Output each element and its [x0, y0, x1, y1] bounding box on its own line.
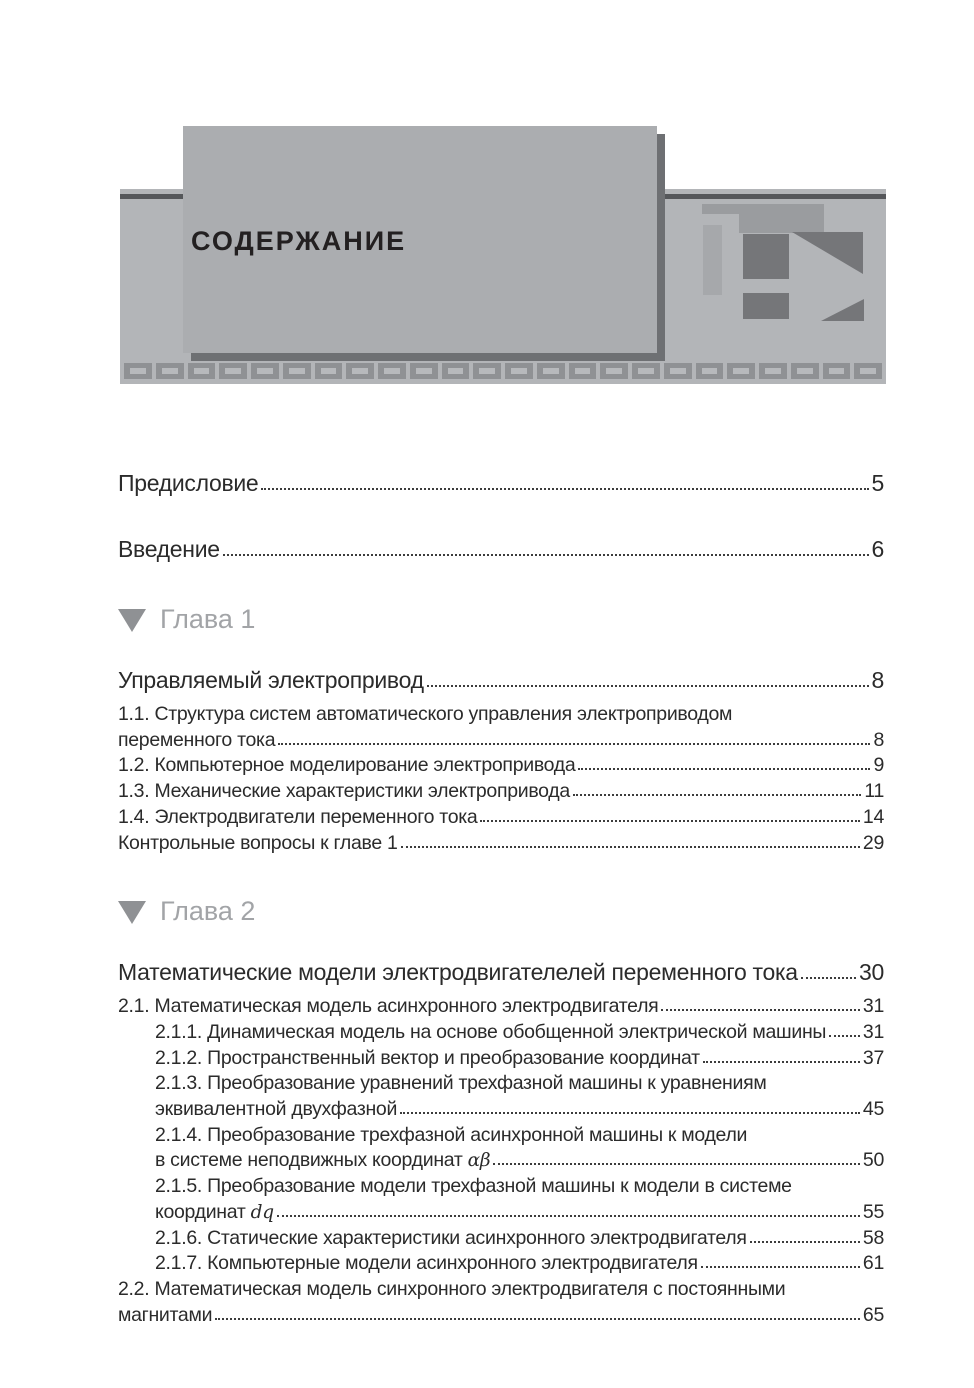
toc-entry [118, 1071, 884, 1097]
dot-leader [573, 794, 861, 796]
toc-entry-label: переменного тока [118, 728, 276, 751]
contents-title-box [183, 126, 657, 353]
dash-icon [632, 363, 660, 379]
toc-entry [118, 1174, 884, 1200]
toc-entry-page: 14 [862, 805, 884, 828]
toc-entry [118, 1303, 884, 1329]
dot-leader [401, 846, 860, 848]
dot-leader [261, 488, 868, 490]
toc-entry-page: 8 [873, 728, 884, 751]
toc-entry-label: эквивалентной двухфазной [155, 1098, 398, 1121]
toc-entry-page: 31 [862, 995, 884, 1018]
dot-leader [701, 1266, 860, 1268]
toc-entry [118, 1020, 884, 1046]
toc-entry-label: 1.1. Структура систем автоматического управления электроприводом [118, 703, 733, 725]
dash-icon [156, 363, 184, 379]
toc-entry-label: в системе неподвижных координат αβ [155, 1149, 491, 1172]
dash-icon [219, 363, 247, 379]
dash-icon [696, 363, 724, 379]
toc-entry-page: 45 [862, 1098, 884, 1121]
toc-entry [118, 1123, 884, 1149]
toc-entry-page: 29 [862, 831, 884, 854]
toc-entry [118, 702, 884, 728]
chapter-heading-label: Глава 1 [160, 604, 256, 634]
header-banner [120, 189, 886, 384]
toc-entry [118, 665, 884, 695]
toc-entry-page: 6 [871, 536, 884, 562]
dash-icon [823, 363, 851, 379]
toc-entry-label: 2.1.7. Компьютерные модели асинхронного электродвигателя [155, 1252, 698, 1275]
collage-square-icon [743, 293, 789, 319]
toc-entry-label: 2.1.3. Преобразование уравнений трехфазной машины к уравнениям [155, 1072, 767, 1095]
dot-leader [703, 1061, 860, 1063]
dash-icon [346, 363, 374, 379]
toc-entry [118, 831, 884, 857]
dot-leader [427, 685, 869, 687]
dot-leader [750, 1241, 860, 1243]
dash-icon [727, 363, 755, 379]
dot-leader [223, 554, 869, 556]
collage-square-icon [743, 234, 789, 279]
dot-leader [493, 1163, 860, 1165]
toc-entry-label: 2.1.4. Преобразование трехфазной асинхронной машины к модели [155, 1123, 748, 1146]
toc-entry [118, 1277, 884, 1303]
toc-entry-label: 2.1. Математическая модель асинхронного электродвигателя [118, 995, 659, 1018]
toc-entry-page: 9 [873, 754, 884, 777]
toc-entry [118, 753, 884, 779]
toc-entry-page: 50 [862, 1149, 884, 1172]
collage-bar-icon [703, 225, 722, 295]
toc-entry-label: 2.1.6. Статические характеристики асинхронного электродвигателя [155, 1226, 747, 1249]
dash-icon [759, 363, 787, 379]
dot-leader [277, 1215, 860, 1217]
chapter-heading [118, 602, 884, 636]
toc-entry-label: 2.1.1. Динамическая модель на основе обобщенной электрической машины [155, 1020, 827, 1043]
dash-icon [537, 363, 565, 379]
dash-icon [124, 363, 152, 379]
dot-leader [400, 1112, 860, 1114]
toc-entry [118, 1148, 884, 1174]
toc-entry [118, 957, 884, 987]
dash-icon [283, 363, 311, 379]
dot-leader [829, 1035, 860, 1037]
dash-icon [664, 363, 692, 379]
dash-icon [505, 363, 533, 379]
toc-entry [118, 468, 884, 498]
dash-icon [188, 363, 216, 379]
toc-entry-page: 65 [862, 1303, 884, 1326]
toc-entry-page: 37 [862, 1046, 884, 1069]
dot-leader [278, 743, 870, 745]
toc-entry-page: 30 [859, 959, 884, 986]
triangle-marker-icon [118, 609, 146, 632]
dash-icon [600, 363, 628, 379]
dash-icon [251, 363, 279, 379]
dash-icon [569, 363, 597, 379]
toc-entry-page: 31 [862, 1020, 884, 1043]
toc-entry-label: Управляемый электропривод [118, 667, 424, 693]
collage-triangle-icon [821, 299, 864, 321]
dot-leader [480, 820, 859, 822]
toc-entry-label: 2.2. Математическая модель синхронного электродвигателя с постоянными [118, 1277, 786, 1300]
toc-entry-label: Контрольные вопросы к главе 1 [118, 831, 398, 854]
toc-entry-label: Математические модели электродвигателелей переменного тока [118, 959, 798, 986]
dash-icon [410, 363, 438, 379]
toc-entry [118, 1226, 884, 1252]
toc [118, 468, 884, 1328]
toc-entry [118, 1251, 884, 1277]
toc-entry-label: магнитами [118, 1303, 213, 1326]
toc-entry [118, 1046, 884, 1072]
chapter-heading [118, 894, 884, 928]
toc-entry [118, 534, 884, 564]
chapter-heading-label: Глава 2 [160, 896, 256, 927]
toc-entry-page: 58 [862, 1226, 884, 1249]
dot-leader [801, 977, 856, 979]
toc-entry-label: координат dq [155, 1200, 274, 1223]
toc-entry-label: 1.3. Механические характеристики электропривода [118, 780, 570, 803]
toc-entry [118, 805, 884, 831]
dash-icon [791, 363, 819, 379]
toc-entry [118, 1200, 884, 1226]
math-symbol: αβ [467, 1150, 491, 1172]
toc-entry-page: 5 [871, 470, 884, 496]
collage-triangle-icon [792, 232, 863, 274]
page-title: СОДЕРЖАНИЕ [191, 226, 407, 256]
toc-entry [118, 728, 884, 754]
toc-entry-page: 11 [864, 780, 884, 803]
dash-strip [124, 363, 882, 379]
dot-leader [661, 1009, 859, 1011]
triangle-marker-icon [118, 901, 146, 924]
toc-entry [118, 994, 884, 1020]
toc-entry-label: 1.4. Электродвигатели переменного тока [118, 805, 478, 828]
toc-entry [118, 779, 884, 805]
toc-entry-page: 8 [871, 667, 884, 693]
toc-entry [118, 1097, 884, 1123]
toc-entry-page: 55 [862, 1200, 884, 1223]
toc-entry-label: 2.1.5. Преобразование модели трехфазной машины к модели в системе [155, 1175, 792, 1198]
dot-leader [578, 768, 870, 770]
toc-entry-label: 1.2. Компьютерное моделирование электропривода [118, 754, 576, 777]
toc-entry-page: 61 [862, 1252, 884, 1275]
dot-leader [215, 1318, 860, 1320]
toc-entry-label: Введение [118, 536, 220, 562]
toc-entry-label: 2.1.2. Пространственный вектор и преобразование координат [155, 1046, 700, 1069]
math-symbol: dq [250, 1201, 274, 1223]
dash-icon [473, 363, 501, 379]
collage-band-icon [739, 204, 824, 233]
toc-entry-label: Предисловие [118, 470, 259, 496]
dash-icon [442, 363, 470, 379]
dash-icon [378, 363, 406, 379]
dash-icon [315, 363, 343, 379]
dash-icon [854, 363, 882, 379]
